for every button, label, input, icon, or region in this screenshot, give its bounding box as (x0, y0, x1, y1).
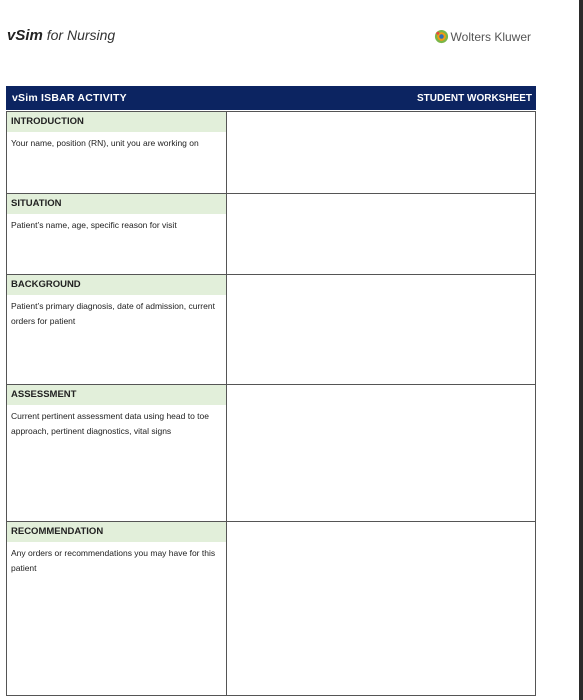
section-label-cell (7, 194, 227, 274)
section-heading: ASSESSMENT (7, 385, 226, 405)
section-heading: INTRODUCTION (7, 112, 226, 132)
wolters-kluwer-logo-icon (434, 29, 449, 44)
isbar-table (6, 111, 536, 696)
section-description: Any orders or recommendations you may have for this patient (11, 548, 216, 573)
section-heading: BACKGROUND (7, 275, 226, 295)
isbar-row-introduction (7, 112, 535, 194)
section-heading: SITUATION (7, 194, 226, 214)
section-description: Patient’s primary diagnosis, date of admission, current orders for patient (11, 301, 215, 326)
section-label-cell (7, 275, 227, 384)
response-cell-recommendation[interactable] (227, 522, 535, 695)
section-description: Current pertinent assessment data using head to toe approach, pertinent diagnostics, vital signs (11, 411, 209, 436)
response-cell-assessment[interactable] (227, 385, 535, 521)
response-cell-situation[interactable] (227, 194, 535, 274)
section-label-cell (7, 522, 227, 695)
isbar-row-recommendation (7, 522, 535, 695)
section-heading: RECOMMENDATION (7, 522, 226, 542)
brand-vsim: vSim (7, 27, 43, 44)
section-description: Your name, position (RN), unit you are working on (11, 138, 199, 148)
brand-for-nursing: for Nursing (42, 27, 116, 43)
isbar-row-assessment (7, 385, 535, 522)
response-cell-introduction[interactable] (227, 112, 535, 193)
publisher-name: Wolters Kluwer (450, 29, 531, 44)
section-label-cell (7, 112, 227, 193)
section-description: Patient’s name, age, specific reason for visit (11, 220, 177, 230)
page-edge (579, 0, 583, 700)
section-label-cell (7, 385, 227, 521)
publisher-logo (434, 29, 531, 44)
isbar-row-background (7, 275, 535, 385)
activity-banner (6, 86, 536, 110)
worksheet-label: STUDENT WORKSHEET (417, 92, 532, 104)
vsim-brand-logo (7, 27, 115, 45)
isbar-row-situation (7, 194, 535, 275)
activity-title: vSim ISBAR ACTIVITY (12, 92, 127, 104)
response-cell-background[interactable] (227, 275, 535, 384)
